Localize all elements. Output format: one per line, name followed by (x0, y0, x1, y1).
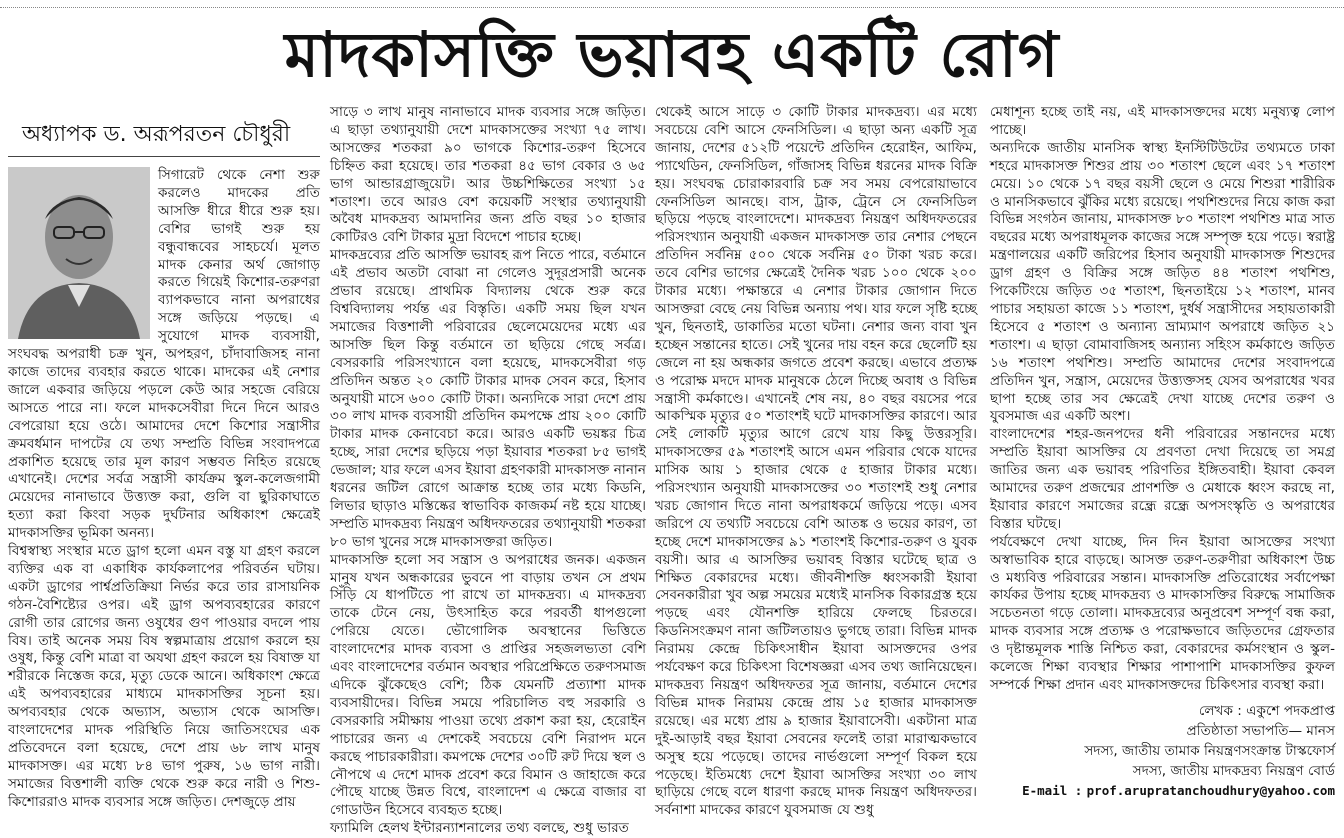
paragraph: সাড়ে ৩ লাখ মানুষ নানাভাবে মাদক ব্যবসার সঙ্গে জড়িত। এ ছাড়া তথ্যানুযায়ী দেশে মাদকাসক্তের সংখ্যা ৭৫ লাখ। আসক্তের শতকরা ৯০ ভাগকে কিশোর-তরুণ হিসেবে চিহ্নিত করা হয়েছে। তার শতকরা ৪৫ ভাগ বেকার ও ৬৫ ভাগ আন্ডারগ্রাজুয়েট। আর উচ্চশিক্ষিতের সংখ্যা ১৫ শতাংশ। তবে আরও বেশ কয়েকটি সংস্থার তথ্যানুযায়ী অবৈধ মাদকদ্রব্য আমদানির জন্য প্রতি বছর ১০ হাজার কোটিরও বেশি টাকার মুদ্রা বিদেশে পাচার হচ্ছে। (330, 104, 646, 246)
paragraph: অন্যদিকে জাতীয় মানসিক স্বাস্থ্য ইনস্টিটিউটের তথ্যমতে ঢাকা শহরে মাদকাসক্ত শিশুর প্রায় ৩০ শতাংশ ছেলে এবং ১৭ শতাংশ মেয়ে। ১০ থেকে ১৭ বছর বয়সী ছেলে ও মেয়ে শিশুরা শারীরিক ও মানসিকভাবে ঝুঁকির মধ্যে রয়েছে। পথশিশুদের নিয়ে কাজ করা বিভিন্ন সংগঠন জানায়, মাদকাসক্ত ৮০ শতাংশ পথশিশু মাত্র সাত বছরের মধ্যে অপরাধমূলক কাজের সঙ্গে সম্পৃক্ত হয়ে পড়ে। স্বরাষ্ট্র মন্ত্রণালয়ের একটি জরিপের হিসাব অনুযায়ী মাদকাসক্ত শিশুদের ড্রাগ গ্রহণ ও বিক্রির সঙ্গে জড়িত ৪৪ শতাংশ পথশিশু, পিকেটিংয়ে জড়িত ৩৫ শতাংশ, ছিনতাইয়ে ১২ শতাংশ, মানব পাচার সহায়তা কাজে ১১ শতাংশ, দুর্ধর্ষ সন্ত্রাসীদের সহায়তাকারী হিসেবে ৫ শতাংশ ও অন্যান্য ভ্রাম্যমাণ অপরাধে জড়িত ২১ শতাংশ। এ ছাড়া বোমাবাজিসহ অন্যান্য সহিংস কর্মকাণ্ডে জড়িত ১৬ শতাংশ পথশিশু। সম্প্রতি আমাদের দেশের সংবাদপত্রে প্রতিদিন খুন, সন্ত্রাস, মেয়েদের উত্ত্যক্তসহ যেসব অপরাধের খবর ছাপা হচ্ছে তার সব ক্ষেত্রেই দেখা যাচ্ছে দেশের তরুণ ও যুবসমাজ এর একটি অংশ। (990, 139, 1335, 425)
column-2 (330, 104, 646, 837)
author-photo (8, 167, 150, 339)
email-label: E-mail : (1022, 782, 1083, 798)
email-link[interactable]: prof.arupratanchoudhury@yahoo.com (1086, 782, 1335, 798)
column-1 (8, 104, 320, 822)
paragraph: পর্যবেক্ষণে দেখা যাচ্ছে, দিন দিন ইয়াবা আসক্তের সংখ্যা অস্বাভাবিক হারে বাড়ছে। আসক্ত তরুণ-তরুণীরা অধিকাংশ উচ্চ ও মধ্যবিত্ত পরিবারের সন্তান। মাদকাসক্তি প্রতিরোধের সর্বাপেক্ষা কার্যকর উপায় হচ্ছে মাদকদ্রব্য ও মাদকাসক্তির বিরুদ্ধে সামাজিক সচেতনতা গড়ে তোলা। মাদকদ্রব্যের অনুপ্রবেশ সম্পূর্ণ বন্ধ করা, মাদক ব্যবসার সঙ্গে প্রত্যক্ষ ও পরোক্ষভাবে জড়িতদের গ্রেফতার ও দৃষ্টান্তমূলক শাস্তি নিশ্চিত করা, বেকারদের কর্মসংস্থান ও স্কুল-কলেজে শিক্ষা ব্যবস্থার শিক্ষার পাশাপাশি মাদকাসক্তির কুফল সম্পর্কে শিক্ষা প্রদান এবং মাদকাসক্তদের চিকিৎসার ব্যবস্থা করা। (990, 533, 1335, 693)
author-portrait-icon (8, 167, 150, 339)
author-email (990, 781, 1335, 801)
byline-divider (8, 156, 320, 157)
paragraph: ফ্যামিলি হেলথ ইন্টারন্যাশনালের তথ্য বলছে, শুধু ভারত (330, 820, 629, 837)
author-note-line: সদস্য, জাতীয় মাদকদ্রব্য নিয়ন্ত্রণ বোর্ড (1132, 762, 1335, 779)
paragraph: বাংলাদেশের শহর-জনপদের ধনী পরিবারের সন্তানদের মধ্যে সম্প্রতি ইয়াবা আসক্তির যে প্রবণতা দেখা দিয়েছে তা সমগ্র জাতির জন্য এক ভয়াবহ পরিণতির ইঙ্গিতবাহী। ইয়াবা কেবল আমাদের তরুণ প্রজন্মের প্রাণশক্তি ও মেধাকে ধ্বংস করছে না, ইয়াবার কারণে সমাজের রন্ধ্রে রন্ধ্রে অপসংস্কৃতি ও অপরাধের বিস্তার ঘটছে। (990, 426, 1335, 532)
paragraph: সিগারেট থেকে নেশা শুরু করলেও মাদকের প্রতি আসক্তি ধীরে ধীরে শুরু হয়। বেশির ভাগই শুরু হয় বন্ধুবান্ধবের সাহচর্যে। মূলত মাদক কেনার অর্থ জোগাড় করতে গিয়েই কিশোর-তরুণরা ব্যাপকভাবে নানা অপরাধের সঙ্গে জড়িয়ে পড়ছে। এ সুযোগে মাদক ব্যবসায়ী, সংঘবদ্ধ অপরাধী চক্র খুন, অপহরণ, চাঁদাবাজিসহ নানা কাজে তাদের ব্যবহার করতে থাকে। মাদকের এই নেশার জালে একবার জড়িয়ে পড়লে কেউ আর সহজে বেরিয়ে আসতে পারে না। ফলে মাদকসেবীরা দিনে দিনে আরও বেপরোয়া হয়ে ওঠে। আমাদের দেশে কিশোর সন্ত্রাসীর ক্রমবর্ধমান দাপটের যে তথ্য সম্প্রতি বিভিন্ন সংবাদপত্রে প্রকাশিত হয়েছে তার মূল কারণ সম্ভবত নিহিত রয়েছে এখানেই। দেশের সর্বত্র সন্ত্রাসী কার্যক্রম স্কুল-কলেজগামী মেয়েদের নানাভাবে উত্ত্যক্ত করা, গুলি বা ছুরিকাঘাতে হত্যা করা কিংবা সড়ক দুর্ঘটনার অধিকাংশ ক্ষেত্রেই মাদকাসক্তির ভূমিকা অনন্য। (8, 167, 320, 542)
column-4 (990, 104, 1335, 822)
column-3 (655, 104, 977, 822)
author-note-line: সদস্য, জাতীয় তামাক নিয়ন্ত্রণসংক্রান্ত টাস্কফোর্স (1084, 742, 1335, 759)
paragraph: মাদকদ্রব্যের প্রতি আসক্তি ভয়াবহ রূপ নিতে পারে, বর্তমানে এই প্রভাব অতটা বোঝা না গেলেও সুদূরপ্রসারী অনেক প্রভাব রয়েছে। প্রাথমিক বিদ্যালয় থেকে শুরু করে বিশ্ববিদ্যালয় পর্যন্ত এর বিস্তৃতি। একটি সময় ছিল যখন সমাজের বিত্তশালী পরিবারের ছেলেমেয়েদের মধ্যে এর আসক্তি ছিল কিন্তু বর্তমানে তা ছড়িয়ে গেছে সর্বত্র। বেসরকারি পরিসংখ্যানে বলা হয়েছে, মাদকসেবীরা গড় প্রতিদিন অন্তত ২০ কোটি টাকার মাদক সেবন করে, হিসাব অনুযায়ী মাসে ৬০০ কোটি টাকা। অন্যদিকে সারা দেশে প্রায় ৩০ লাখ মাদক ব্যবসায়ী প্রতিদিন কমপক্ষে প্রায় ২০০ কোটি টাকার মাদক কেনাবেচা করে। আরও একটি ভয়ঙ্কর চিত্র হচ্ছে, সারা দেশের ছড়িয়ে পড়া ইয়াবার শতকরা ৮৫ ভাগই ভেজাল; যার ফলে এসব ইয়াবা গ্রহণকারী মাদকাসক্ত নানান ধরনের জটিল রোগে আক্রান্ত হচ্ছে তার মধ্যে কিডনি, লিভার ছাড়াও মস্তিষ্কের স্বাভাবিক কাজকর্ম নষ্ট হয়ে যাচ্ছে। সম্প্রতি মাদকদ্রব্য নিয়ন্ত্রণ অধিদফতরের তথ্যানুযায়ী শতকরা ৮০ ভাগ খুনের সঙ্গে মাদকাসক্তরা জড়িত। (330, 247, 646, 550)
author-note-line: প্রতিষ্ঠাতা সভাপতি— মানস (1186, 722, 1335, 739)
author-byline: অধ্যাপক ড. অরূপরতন চৌধুরী (22, 122, 291, 147)
headline: মাদকাসক্তি ভয়াবহ একটি রোগ (284, 17, 1060, 91)
author-note (990, 701, 1335, 801)
author-note-line: লেখক : একুশে পদকপ্রাপ্ত (1198, 702, 1335, 719)
paragraph: মেধাশূন্য হচ্ছে তাই নয়, এই মাদকাসক্তদের মধ্যে মনুষ্যত্ব লোপ পাচ্ছে। (990, 104, 1335, 138)
paragraph: থেকেই আসে সাড়ে ৩ কোটি টাকার মাদকদ্রব্য। এর মধ্যে সবচেয়ে বেশি আসে ফেনসিডিল। এ ছাড়া অন্য একটি সূত্র জানায়, দেশের ৫১২টি পয়েন্টে প্রতিদিন হেরোইন, আফিম, প্যাথেডিন, ফেনসিডিল, গাঁজাসহ বিভিন্ন ধরনের মাদক বিক্রি হয়। সংঘবদ্ধ চোরাকারবারি চক্র সব সময় বেপরোয়াভাবে ফেনসিডিল আনছে। বাস, ট্রাক, ট্রেনে সে ফেনসিডিল ছড়িয়ে পড়ছে বাংলাদেশে। মাদকদ্রব্য নিয়ন্ত্রণ অধিদফতরের পরিসংখ্যান অনুযায়ী একজন মাদকাসক্ত তার নেশার পেছনে প্রতিদিন সর্বনিম্ন ৫০০ থেকে সর্বনিম্ন ৫০ টাকা খরচ করে। তবে বেশির ভাগের ক্ষেত্রেই দৈনিক খরচ ১০০ থেকে ২০০ টাকার মধ্যে। পক্ষান্তরে এ নেশার টাকার জোগান দিতে আসক্তরা বেছে নেয় বিভিন্ন অন্যায় পথ। যার ফলে সৃষ্টি হচ্ছে খুন, ছিনতাই, ডাকাতির মতো ঘটনা। নেশার জন্য বাবা খুন হচ্ছেন সন্তানের হাতে। সেই খুনের দায় বহন করে ছেলেটি হয় জেলে না হয় অন্ধকার জগতে প্রবেশ করছে। এভাবে প্রত্যক্ষ ও পরোক্ষ মদদে মাদক মানুষকে ঠেলে দিচ্ছে অবাধ ও বিভিন্ন সন্ত্রাসী কর্মকাণ্ডে। এখানেই শেষ নয়, ৪০ বছর বয়সের পরে আকস্মিক মৃত্যুর ৫০ শতাংশই ঘটে মাদকাসক্তির কারণে। আর সেই লোকটি মৃত্যুর আগে রেখে যায় কিছু উত্তরসূরি। মাদকাসক্তের ৫৯ শতাংশই আসে এমন পরিবার থেকে যাদের মাসিক আয় ১ হাজার থেকে ৫ হাজার টাকার মধ্যে। পরিসংখ্যান অনুযায়ী মাদকাসক্তের ৩০ শতাংশই শুধু নেশার খরচ জোগান দিতে নানা অপরাধকর্মে জড়িয়ে পড়ে। এসব জরিপে যে তথ্যটি সবচেয়ে বেশি আতঙ্ক ও ভয়ের কারণ, তা হচ্ছে দেশে মাদকাসক্তের ৯১ শতাংশই কিশোর-তরুণ ও যুবক বয়সী। আর এ আসক্তির ভয়াবহ বিস্তার ঘটেছে ছাত্র ও শিক্ষিত বেকারদের মধ্যে। জীবনীশক্তি ধ্বংসকারী ইয়াবা সেবনকারীরা খুব অল্প সময়ের মধ্যেই মানসিক বিকারগ্রস্ত হয়ে পড়ছে এবং যৌনশক্তি হারিয়ে ফেলছে চিরতরে। কিডনিসংক্রমণ নানা জটিলতায়ও ভুগছে তারা। বিভিন্ন মাদক নিরাময় কেন্দ্রে চিকিৎসাধীন ইয়াবা আসক্তদের ওপর পর্যবেক্ষণ করে চিকিৎসা বিশেষজ্ঞরা এসব তথ্য জানিয়েছেন। মাদকদ্রব্য নিয়ন্ত্রণ অধিদফতর সূত্র জানায়, বর্তমানে দেশের বিভিন্ন মাদক নিরাময় কেন্দ্রে প্রায় ১৫ হাজার মাদকাসক্ত রয়েছে। এর মধ্যে প্রায় ৯ হাজার ইয়াবাসেবী। একটানা মাত্র দুই-আড়াই বছর ইয়াবা সেবনের ফলেই তারা মারাত্মকভাবে অসুস্থ হয়ে পড়েছে। তাদের নার্ভগুলো সম্পূর্ণ বিকল হয়ে পড়েছে। ইতিমধ্যে দেশে ইয়াবা আসক্তির সংখ্যা ৩০ লাখ ছাড়িয়ে গেছে বলে ধারণা করছে মাদক নিয়ন্ত্রণ অধিদফতর। সর্বনাশা মাদকের কারণে যুবসমাজ যে শুধু (655, 104, 977, 819)
paragraph: মাদকাসক্তি হলো সব সন্ত্রাস ও অপরাধের জনক। একজন মানুষ যখন অন্ধকারের ভুবনে পা বাড়ায় তখন সে প্রথম সিঁড়ি যে ধাপটিতে পা রাখে তা মাদকদ্রব্য। এ মাদকদ্রব্য তাকে টেনে নেয়, উৎসাহিত করে পরবর্তী ধাপগুলো পেরিয়ে যেতে। ভৌগোলিক অবস্থানের ভিত্তিতে বাংলাদেশের মাদক ব্যবসা ও প্রাপ্তির সহজলভ্যতা বেশি এবং বাংলাদেশের বর্তমান অবস্থার পরিপ্রেক্ষিতে তরুণসমাজ এদিকে ঝুঁকেছেও বেশি; ঠিক যেমনটি প্রত্যাশা মাদক ব্যবসায়ীদের। বিভিন্ন সময়ে পরিচালিত বহু সরকারি ও বেসরকারি সমীক্ষায় পাওয়া তথ্যে প্রকাশ করা হয়, হেরোইন পাচারের জন্য এ দেশকেই সবচেয়ে বেশি নিরাপদ মনে করছে পাচারকারীরা। কমপক্ষে দেশের ৩০টি রুট দিয়ে স্থল ও নৌপথে এ দেশে মাদক প্রবেশ করে বিমান ও জাহাজে করে পৌছে যাচ্ছে উন্নত বিশ্বে, বাংলাদেশ এ ক্ষেত্রে বাজার বা গোডাউন হিসেবে ব্যবহৃত হচ্ছে। (330, 551, 646, 819)
paragraph: বিশ্বস্বাস্থ্য সংস্থার মতে ড্রাগ হলো এমন বস্তু যা গ্রহণ করলে ব্যক্তির এক বা একাধিক কার্যকলাপের পরিবর্তন ঘটায়। একটা ড্রাগের পার্শ্বপ্রতিক্রিয়া নির্ভর করে তার রাসায়নিক গঠন-বৈশিষ্ট্যের ওপর। এই ড্রাগ অপব্যবহারের কারণে রোগী তার রোগের জন্য ওষুধের গুণ পাওয়ার বদলে পায় বিষ। তাই অনেক সময় বিষ স্বল্পমাত্রায় প্রয়োগ করলে হয় ওষুধ, কিন্তু বেশি মাত্রা বা অযথা গ্রহণ করলে হয় বিষাক্ত যা শরীরকে নিস্তেজ করে, মৃত্যু ডেকে আনে। অধিকাংশ ক্ষেত্রে এই অপব্যবহারের মাধ্যমে মাদকাসক্তির সূচনা হয়। অপব্যবহার থেকে অভ্যাস, অভ্যাস থেকে আসক্তি। বাংলাদেশের মাদক পরিস্থিতি নিয়ে জাতিসংঘের এক প্রতিবেদনে বলা হয়েছে, দেশে প্রায় ৬৮ লাখ মানুষ মাদকাসক্ত। এর মধ্যে ৮৪ ভাগ পুরুষ, ১৬ ভাগ নারী। সমাজের বিত্তশালী ব্যক্তি থেকে শুরু করে নারী ও শিশু-কিশোররাও মাদক ব্যবসার সঙ্গে জড়িত। দেশজুড়ে প্রায় (8, 543, 320, 810)
